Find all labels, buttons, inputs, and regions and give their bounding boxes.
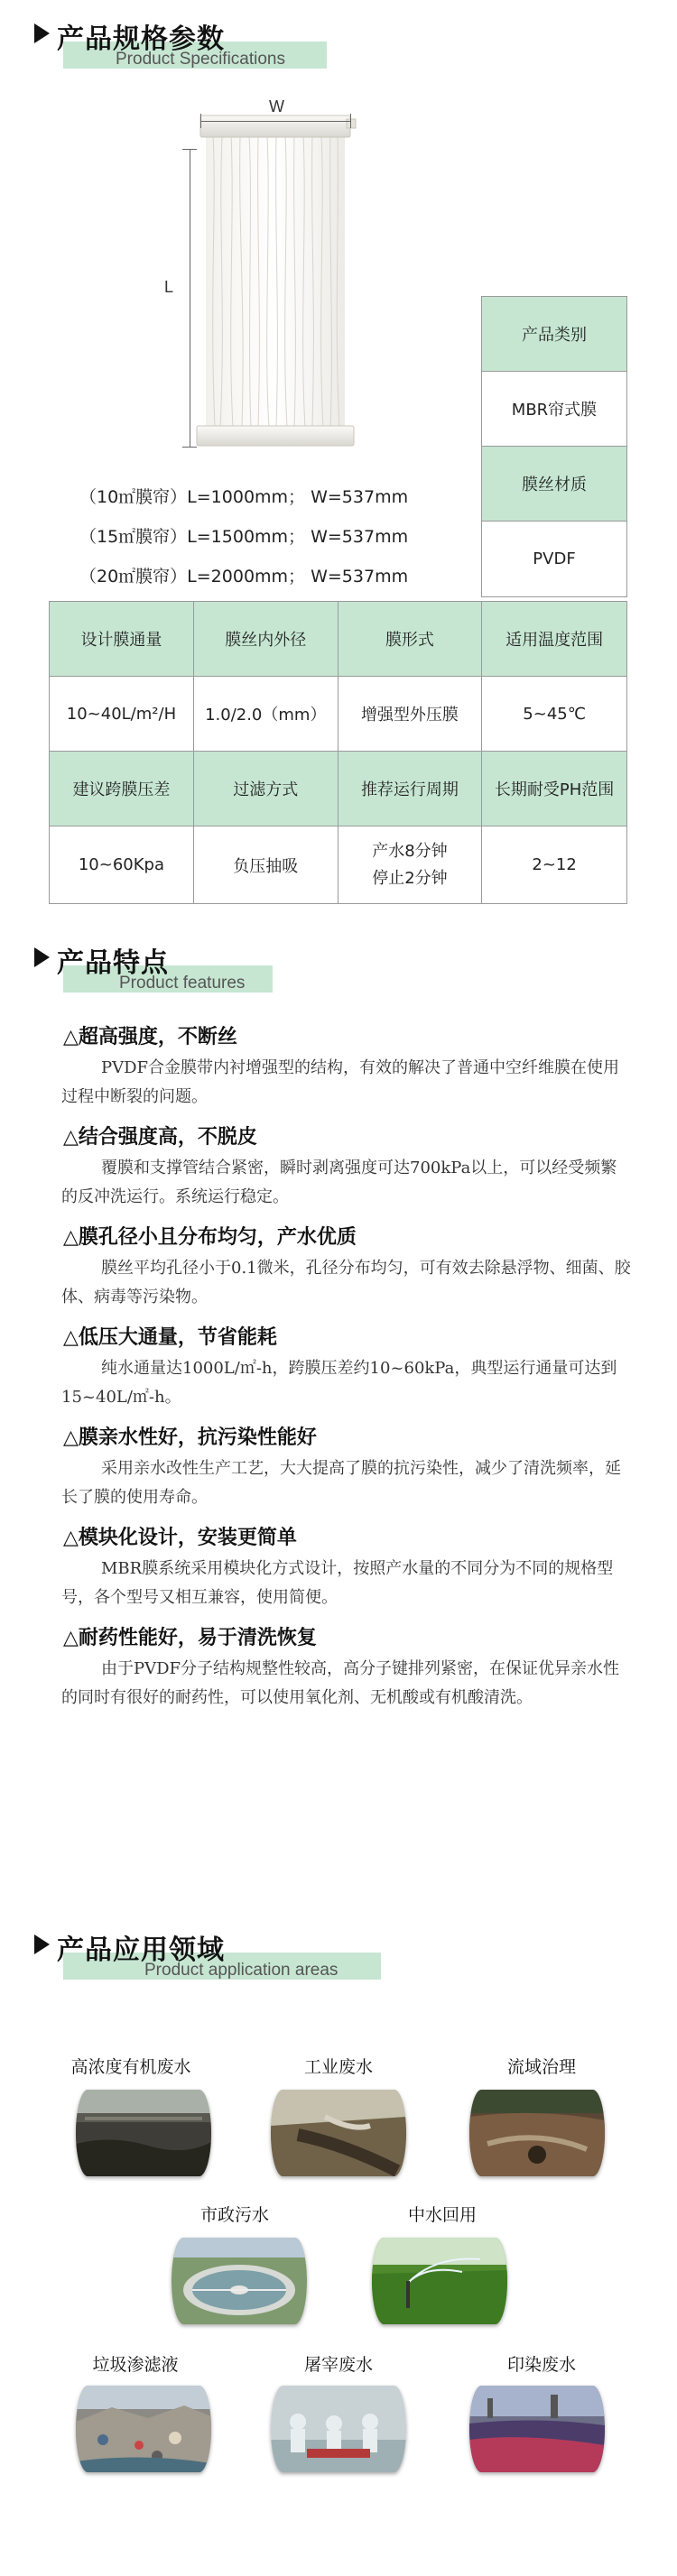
filtration-header: 过滤方式 bbox=[193, 752, 338, 826]
ph-value: 2~12 bbox=[482, 826, 627, 904]
triangle-bullet-icon bbox=[34, 23, 50, 43]
slaughterhouse-image bbox=[271, 2386, 406, 2472]
triangle-bullet-icon bbox=[34, 947, 50, 967]
cycle-line-1: 产水8分钟 bbox=[372, 841, 448, 861]
feature-title: △超高强度，不断丝 bbox=[63, 1026, 237, 1048]
clarifier-image bbox=[172, 2238, 307, 2324]
form-value: 增强型外压膜 bbox=[338, 677, 482, 752]
spec-table bbox=[49, 601, 627, 904]
section-subtitle: Product features bbox=[119, 974, 246, 993]
section-subtitle: Product application areas bbox=[144, 1961, 338, 1980]
feature-body: 由于PVDF分子结构规整性较高，高分子键排列紧密，在保证优异亲水性的同时有很好的耐药性，可以使用氧化剂、无机酸或有机酸清洗。 bbox=[61, 1659, 620, 1707]
feature-title: △耐药性能好，易于清洗恢复 bbox=[63, 1627, 317, 1649]
application-label: 市政污水 bbox=[199, 2205, 269, 2225]
landfill-image bbox=[76, 2386, 211, 2472]
triangle-bullet-icon bbox=[34, 1934, 50, 1954]
application-label: 工业废水 bbox=[303, 2057, 373, 2077]
dye-river-image bbox=[469, 2386, 605, 2472]
form-header: 膜形式 bbox=[338, 602, 482, 677]
width-dimension-label: W bbox=[269, 97, 284, 115]
temperature-value: 5~45℃ bbox=[482, 677, 627, 752]
size-line: （15㎡膜帘）L=1500mm； W=537mm bbox=[79, 527, 409, 547]
length-dimension-label: L bbox=[164, 278, 174, 296]
cycle-line-2: 停止2分钟 bbox=[372, 868, 448, 888]
specs-section-header bbox=[0, 16, 677, 79]
size-line: （10㎡膜帘）L=1000mm； W=537mm bbox=[79, 487, 409, 507]
feature-body: 覆膜和支撑管结合紧密，瞬时剥离强度可达700kPa以上，可以经受频繁的反冲洗运行。系统运行稳定。 bbox=[61, 1159, 617, 1206]
feature-title: △模块化设计，安装更简单 bbox=[63, 1527, 297, 1549]
cycle-value bbox=[338, 826, 482, 904]
application-label: 流域治理 bbox=[506, 2057, 576, 2077]
category-value: MBR帘式膜 bbox=[482, 372, 627, 447]
river-image bbox=[469, 2090, 605, 2176]
feature-body: 膜丝平均孔径小于0.1微米，孔径分布均匀，可有效去除悬浮物、细菌、胶体、病毒等污染物。 bbox=[61, 1259, 631, 1306]
application-label: 中水回用 bbox=[407, 2205, 477, 2225]
size-line: （20㎡膜帘）L=2000mm； W=537mm bbox=[79, 567, 409, 586]
temperature-header: 适用温度范围 bbox=[482, 602, 627, 677]
material-value: PVDF bbox=[482, 522, 627, 597]
tmp-header: 建议跨膜压差 bbox=[50, 752, 194, 826]
feature-title: △膜亲水性好，抗污染性能好 bbox=[63, 1426, 317, 1449]
section-subtitle: Product Specifications bbox=[116, 50, 285, 69]
cycle-header: 推荐运行周期 bbox=[338, 752, 482, 826]
application-label: 高浓度有机废水 bbox=[70, 2057, 191, 2077]
feature-body: 纯水通量达1000L/㎡-h，跨膜压差约10~60kPa，典型运行通量可达到15~40L/㎡-h。 bbox=[61, 1359, 617, 1407]
filtration-value: 负压抽吸 bbox=[193, 826, 338, 904]
feature-body: 采用亲水改性生产工艺，大大提高了膜的抗污染性，减少了清洗频率，延长了膜的使用寿命。 bbox=[61, 1459, 621, 1507]
category-label: 产品类别 bbox=[482, 297, 627, 372]
ph-header: 长期耐受PH范围 bbox=[482, 752, 627, 826]
applications-section-header bbox=[0, 1927, 677, 1990]
sludge-tank-image bbox=[76, 2090, 211, 2176]
discharge-pipe-image bbox=[271, 2090, 406, 2176]
section-title: 产品规格参数 bbox=[57, 23, 225, 55]
diameter-header: 膜丝内外径 bbox=[193, 602, 338, 677]
flux-header: 设计膜通量 bbox=[50, 602, 194, 677]
application-label: 印染废水 bbox=[506, 2355, 576, 2375]
feature-body: MBR膜系统采用模块化方式设计，按照产水量的不同分为不同的规格型号，各个型号又相互兼容，使用简便。 bbox=[61, 1559, 614, 1607]
feature-title: △膜孔径小且分布均匀，产水优质 bbox=[63, 1226, 357, 1249]
diameter-value: 1.0/2.0（mm） bbox=[193, 677, 338, 752]
features-section-header bbox=[0, 940, 677, 1003]
feature-title: △结合强度高，不脱皮 bbox=[63, 1126, 257, 1149]
application-label: 垃圾渗滤液 bbox=[92, 2355, 179, 2375]
flux-value: 10~40L/m²/H bbox=[50, 677, 194, 752]
tmp-value: 10~60Kpa bbox=[50, 826, 194, 904]
section-title: 产品特点 bbox=[57, 947, 169, 979]
feature-title: △低压大通量，节省能耗 bbox=[63, 1326, 277, 1349]
product-info-table bbox=[481, 296, 627, 597]
application-label: 屠宰废水 bbox=[303, 2355, 373, 2375]
material-label: 膜丝材质 bbox=[482, 447, 627, 522]
sprinkler-image bbox=[372, 2238, 507, 2324]
feature-body: PVDF合金膜带内衬增强型的结构，有效的解决了普通中空纤维膜在使用过程中断裂的问题。 bbox=[61, 1058, 620, 1106]
section-title: 产品应用领域 bbox=[57, 1934, 225, 1966]
